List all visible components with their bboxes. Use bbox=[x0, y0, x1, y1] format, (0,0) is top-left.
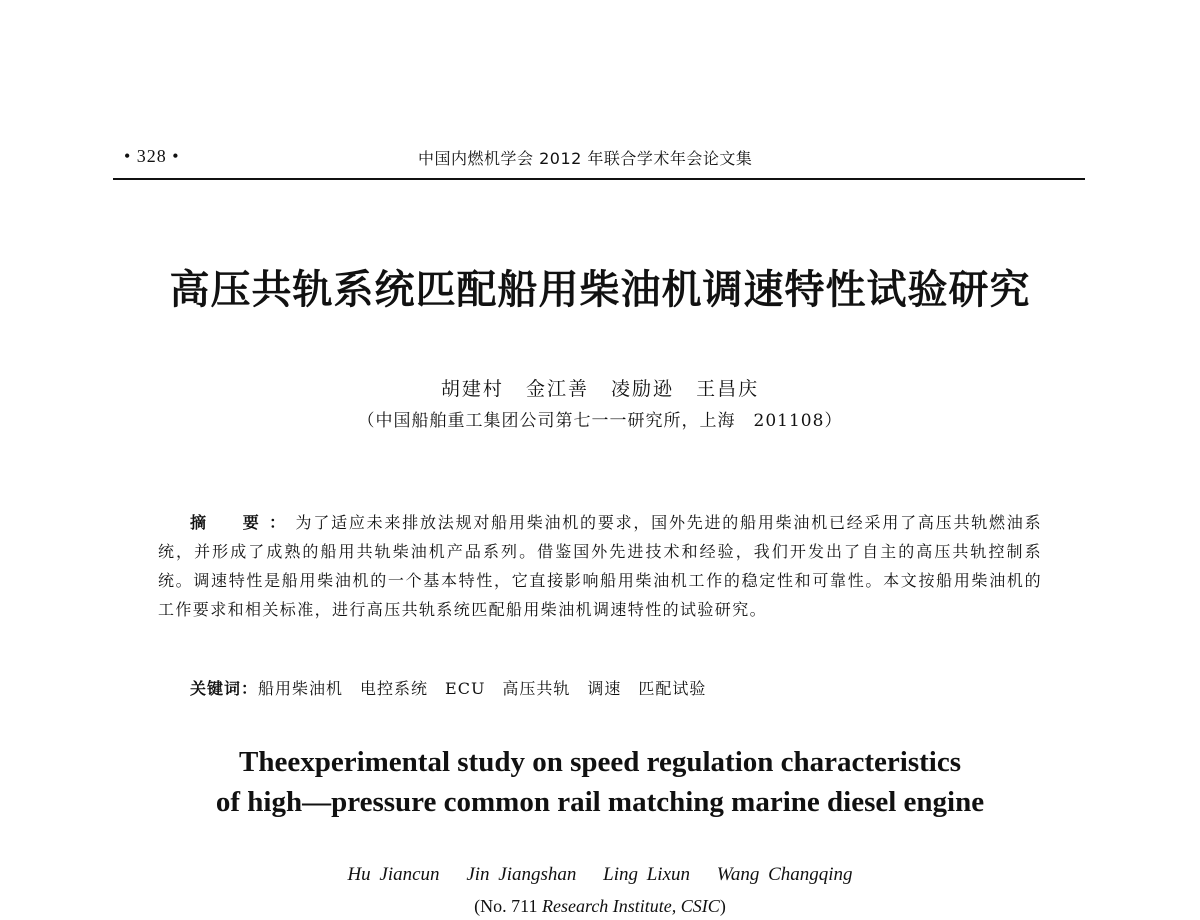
journal-title: 中国内燃机学会 2012 年联合学术年会论文集 bbox=[418, 149, 753, 168]
paper-title-en-line2: of high—pressure common rail matching marine diesel engine bbox=[215, 786, 985, 818]
keywords-cn bbox=[190, 676, 1050, 699]
author-cn: 胡建村 bbox=[440, 378, 504, 400]
keywords-label: 关键词： bbox=[190, 679, 259, 698]
affiliation-en-suffix: ) bbox=[719, 896, 726, 916]
affiliation-en bbox=[0, 896, 1200, 917]
affiliation-en-institute: Research Institute, CSIC bbox=[542, 896, 720, 916]
authors-en bbox=[0, 864, 1200, 886]
paper-title-cn: 高压共轨系统匹配船用柴油机调速特性试验研究 bbox=[169, 266, 1031, 313]
paper-title-en-line1: Theexperimental study on speed regulation characteristics bbox=[239, 746, 961, 778]
affiliation-cn: （中国船舶重工集团公司第七一一研究所，上海 201108） bbox=[357, 411, 843, 431]
author-en: Ling Lixun bbox=[603, 864, 691, 885]
author-en: Jin Jiangshan bbox=[466, 864, 577, 885]
author-cn: 金江善 bbox=[525, 378, 589, 400]
keywords-list: 船用柴油机 电控系统 ECU 高压共轨 调速 匹配试验 bbox=[258, 679, 707, 698]
header-rule bbox=[113, 178, 1085, 180]
author-en: Wang Changqing bbox=[716, 864, 853, 885]
abstract-label: 摘 要： bbox=[190, 513, 296, 532]
abstract-text: 为了适应未来排放法规对船用柴油机的要求，国外先进的船用柴油机已经采用了高压共轨燃油系统，并形成了成熟的船用共轨柴油机产品系列。借鉴国外先进技术和经验，我们开发出了自主的高压共轨控制系统。调速特性是船用柴油机的一个基本特性，它直接影响船用柴油机工作的稳定性和可靠性。本文按船用柴油机的工作要求和相关标准，进行高压共轨系统匹配船用柴油机调速特性的试验研究。 bbox=[158, 513, 1042, 619]
author-cn: 王昌庆 bbox=[696, 378, 760, 400]
running-header bbox=[118, 144, 1084, 174]
authors-cn bbox=[0, 374, 1200, 401]
paper-title-en bbox=[0, 742, 1200, 822]
page-number: • 328 • bbox=[124, 146, 180, 166]
abstract-cn bbox=[158, 508, 1042, 624]
author-en: Hu Jiancun bbox=[347, 864, 440, 885]
affiliation-en-prefix: (No. 711 bbox=[474, 896, 542, 916]
author-cn: 凌励逊 bbox=[611, 378, 675, 400]
